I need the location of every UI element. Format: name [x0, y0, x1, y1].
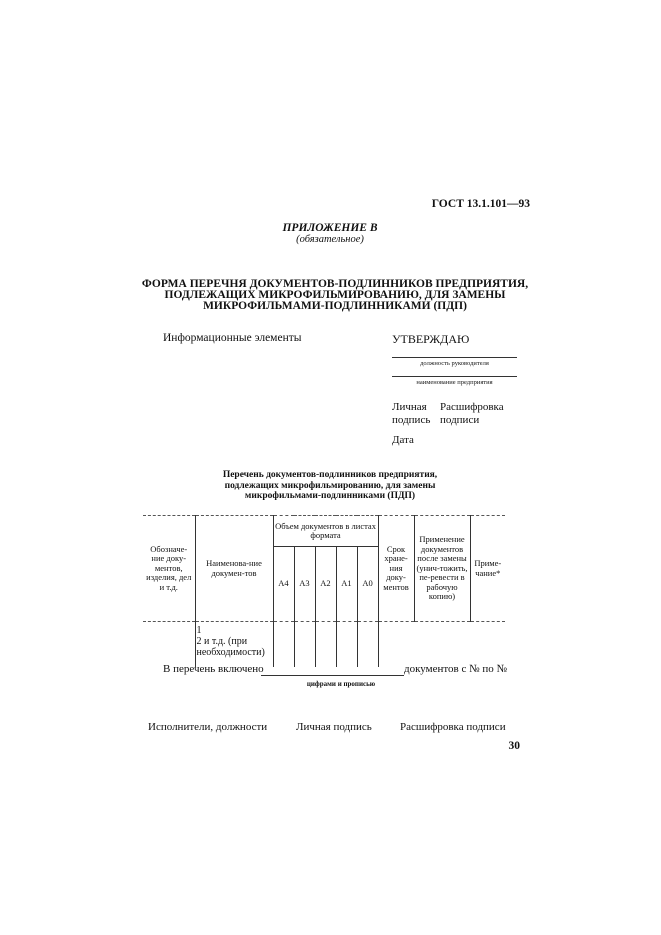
- list-title-line-1: Перечень документов-подлинников предприятия,: [222, 470, 438, 480]
- included-prefix: В перечень включено: [163, 663, 264, 675]
- position-hint: должность руководителя: [420, 360, 489, 367]
- row-1-number: 1: [196, 625, 202, 636]
- cell-a3: [294, 622, 315, 667]
- form-title: [140, 279, 530, 312]
- list-title: [180, 470, 480, 502]
- page-number: 30: [508, 740, 520, 752]
- cell-a2: [315, 622, 336, 667]
- approval-heading: УТВЕРЖДАЮ: [392, 332, 470, 346]
- cell-a4: [273, 622, 294, 667]
- organization-hint: наименование предприятия: [416, 379, 493, 386]
- header-format-a0: А0: [357, 547, 378, 622]
- signature-decoding-line-1: Расшифровка: [440, 401, 504, 413]
- appendix-title: ПРИЛОЖЕНИЕ В: [282, 222, 378, 234]
- list-title-line-2: подлежащих микрофильмированию, для замены: [224, 480, 436, 491]
- personal-signature-line-2: подпись: [392, 414, 431, 426]
- header-storage-term: Срок хране-ния доку-ментов: [378, 516, 414, 622]
- header-format-a2: А2: [315, 547, 336, 622]
- cell-usage: [414, 622, 470, 667]
- header-volume: Объем документов в листах формата: [273, 516, 378, 547]
- form-title-line-3: МИКРОФИЛЬМАМИ-ПОДЛИННИКАМИ (ПДП): [203, 300, 467, 312]
- organization-line: [392, 376, 517, 377]
- cell-document-name: [195, 622, 273, 667]
- footer-signature-label: Личная подпись: [296, 721, 372, 733]
- included-count-line: [261, 675, 404, 676]
- footer-decoding-label: Расшифровка подписи: [400, 721, 506, 733]
- position-line: [392, 357, 517, 358]
- cell-a1: [336, 622, 357, 667]
- appendix-subtitle: (обязательное): [296, 234, 364, 245]
- cell-designation: [143, 622, 195, 667]
- list-title-line-3: микрофильмами-подлинниками (ПДП): [244, 491, 416, 501]
- header-designation: Обозначе-ние доку-ментов, изделия, дел и т.д.: [143, 516, 195, 622]
- executors-label: Исполнители, должности: [148, 721, 268, 733]
- header-note: Приме-чание*: [470, 516, 505, 622]
- cell-note: [470, 622, 505, 667]
- personal-signature-label: [392, 401, 430, 427]
- info-elements-label: Информационные элементы: [163, 332, 302, 344]
- cell-storage-term: [378, 622, 414, 667]
- header-format-a3: А3: [294, 547, 315, 622]
- document-code: ГОСТ 13.1.101—93: [431, 198, 530, 210]
- personal-signature-line-1: Личная: [392, 401, 427, 413]
- header-document-name: Наименова-ние докумен-тов: [195, 516, 273, 622]
- row-2-text: 2 и т.д. (при необходимости): [196, 636, 265, 658]
- form-title-line-1: ФОРМА ПЕРЕЧНЯ ДОКУМЕНТОВ-ПОДЛИННИКОВ ПРЕДПРИЯТИЯ,: [141, 278, 529, 290]
- header-format-a1: А1: [336, 547, 357, 622]
- header-format-a4: А4: [273, 547, 294, 622]
- header-usage: Применение документов после замены (унич-тожить, пе-ревести в рабочую копию): [414, 516, 470, 622]
- signature-decoding-line-2: подписи: [440, 414, 480, 426]
- documents-table: [143, 515, 505, 667]
- included-suffix: документов с № по №: [404, 663, 507, 675]
- cell-a0: [357, 622, 378, 667]
- form-title-line-2: ПОДЛЕЖАЩИХ МИКРОФИЛЬМИРОВАНИЮ, ДЛЯ ЗАМЕНЫ: [164, 289, 506, 301]
- date-label: Дата: [392, 434, 414, 446]
- signature-decoding-label: [440, 401, 504, 427]
- included-hint: цифрами и прописью: [306, 680, 376, 688]
